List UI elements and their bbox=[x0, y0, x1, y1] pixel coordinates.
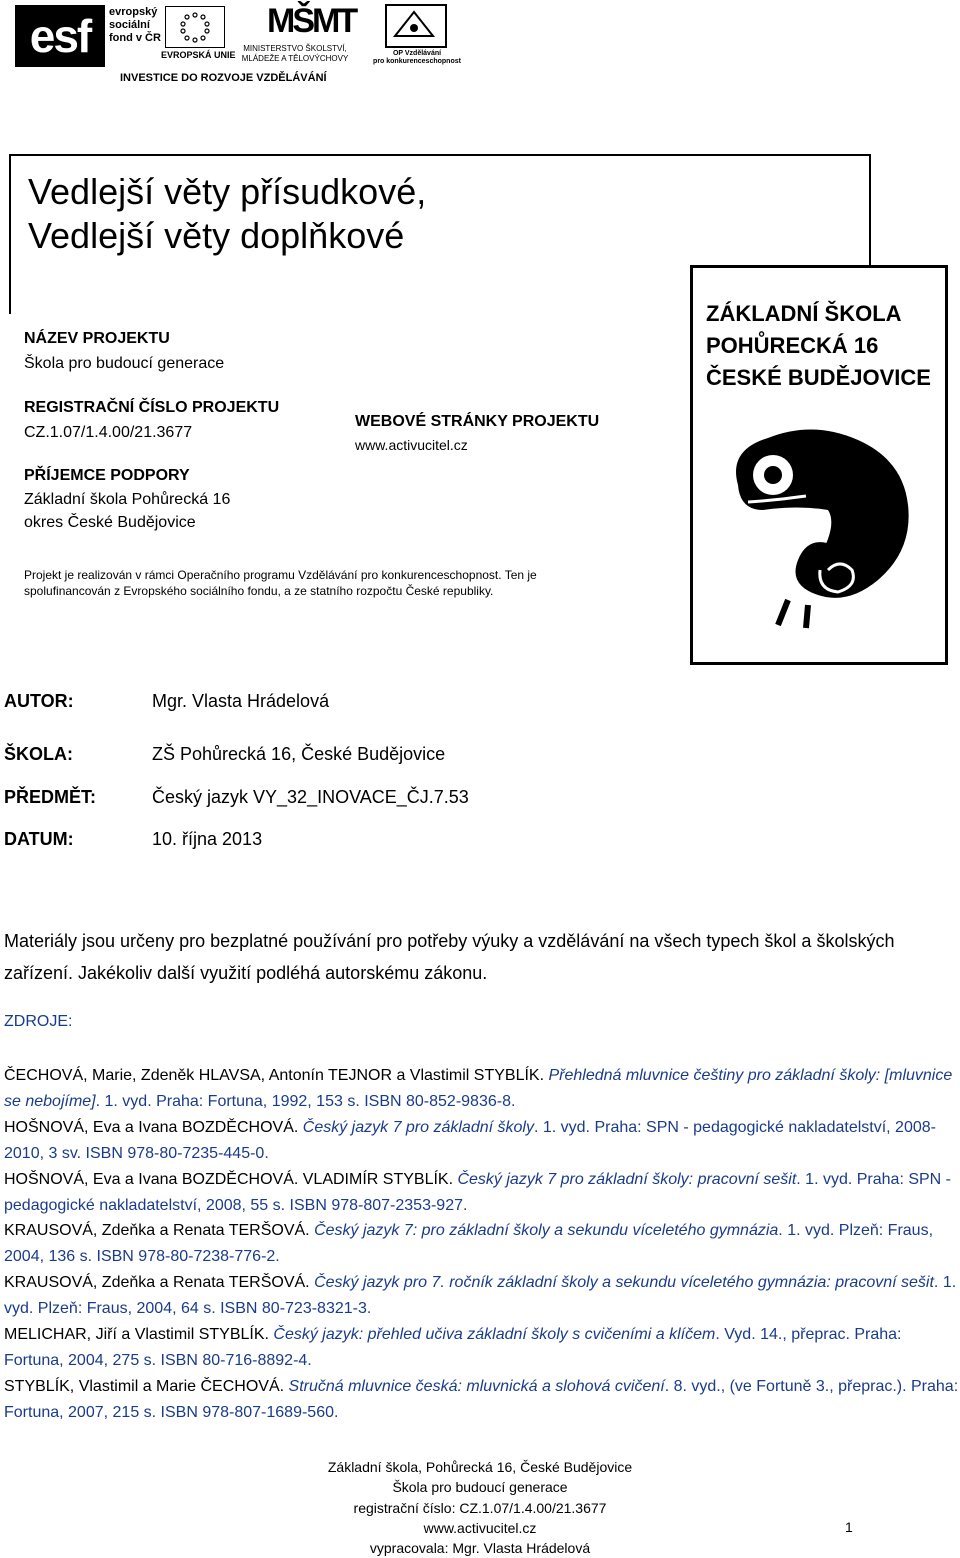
esf-logo-text: evropský sociální fond v ČR bbox=[109, 6, 161, 44]
project-reg-label: REGISTRAČNÍ ČÍSLO PROJEKTU bbox=[24, 399, 280, 416]
date-value: 10. října 2013 bbox=[152, 829, 263, 849]
eu-flag-icon bbox=[165, 6, 225, 48]
usage-paragraph: Materiály jsou určeny pro bezplatné používání pro potřeby výuky a vzdělávání na všech typech škol a školských zařízení. Jakékoliv další využití podléhá autorskému zákonu. bbox=[4, 931, 895, 983]
author-label: AUTOR: bbox=[4, 691, 74, 711]
reference-item: HOŠNOVÁ, Eva a Ivana BOZDĚCHOVÁ. Český jazyk 7 pro základní školy. 1. vyd. Praha: SPN - pedagogické nakladatelství, 2008-2010, 3 sv. ISBN 978-80-7235-445-0. bbox=[4, 1118, 936, 1162]
references-list bbox=[4, 1063, 959, 1426]
title-frame-left-edge bbox=[9, 154, 11, 314]
recipient-label: PŘÍJEMCE PODPORY bbox=[24, 467, 190, 484]
project-name-label: NÁZEV PROJEKTU bbox=[24, 330, 170, 347]
school-name: ZÁKLADNÍ ŠKOLA POHŮRECKÁ 16 ČESKÉ BUDĚJOVICE bbox=[706, 301, 931, 390]
reference-item: KRAUSOVÁ, Zdeňka a Renata TERŠOVÁ. Český jazyk pro 7. ročník základní školy a sekundu víceletého gymnázia: pracovní sešit. 1. vyd. Plzeň: Fraus, 2004, 64 s. ISBN 80-723-8321-3. bbox=[4, 1274, 957, 1318]
investice-label: INVESTICE DO ROZVOJE VZDĚLÁVÁNÍ bbox=[120, 72, 327, 84]
subject-value: Český jazyk VY_32_INOVACE_ČJ.7.53 bbox=[152, 787, 469, 807]
web-value[interactable]: www.activucitel.cz bbox=[355, 437, 468, 453]
op-label: OP Vzdělávání pro konkurenceschopnost bbox=[373, 50, 461, 65]
chameleon-icon bbox=[718, 410, 928, 635]
project-name-value: Škola pro budoucí generace bbox=[24, 355, 225, 372]
recipient-line1: Základní škola Pohůrecká 16 bbox=[24, 491, 231, 508]
reference-item: HOŠNOVÁ, Eva a Ivana BOZDĚCHOVÁ. VLADIMÍR STYBLÍK. Český jazyk 7 pro základní školy: pracovní sešit. 1. vyd. Praha: SPN - pedagogické nakladatelství, 2008, 55 s. ISBN 978-807-2353-927. bbox=[4, 1170, 952, 1214]
msmt-label: MINISTERSTVO ŠKOLSTVÍ, MLÁDEŽE A TĚLOVÝCHOVY bbox=[241, 44, 349, 63]
date-label: DATUM: bbox=[4, 829, 74, 849]
document-title: Vedlejší věty přísudkové, Vedlejší věty doplňkové bbox=[28, 171, 427, 256]
recipient-line2: okres České Budějovice bbox=[24, 514, 196, 531]
web-label: WEBOVÉ STRÁNKY PROJEKTU bbox=[355, 413, 600, 430]
sources-label: ZDROJE: bbox=[4, 1013, 73, 1030]
author-value: Mgr. Vlasta Hrádelová bbox=[152, 691, 330, 711]
eu-label: EVROPSKÁ UNIE bbox=[161, 50, 236, 60]
project-reg-value: CZ.1.07/1.4.00/21.3677 bbox=[24, 424, 193, 441]
reference-item: MELICHAR, Jiří a Vlastimil STYBLÍK. Český jazyk: přehled učiva základní školy s cvičeními a klíčem. Vyd. 14., přeprac. Praha: Fortuna, 2004, 275 s. ISBN 80-716-8892-4. bbox=[4, 1326, 902, 1369]
page-number: 1 bbox=[845, 1519, 853, 1535]
esf-logo: esf bbox=[15, 5, 105, 67]
op-logo-icon bbox=[385, 4, 447, 48]
footer-website-link[interactable]: www.activucitel.cz bbox=[423, 1519, 537, 1536]
logo-strip bbox=[15, 0, 465, 95]
reference-item: KRAUSOVÁ, Zdeňka a Renata TERŠOVÁ. Český jazyk 7: pro základní školy a sekundu víceletého gymnázia. 1. vyd. Plzeň: Fraus, 2004, 136 s. ISBN 978-80-7238-776-2. bbox=[4, 1222, 934, 1266]
project-note: Projekt je realizován v rámci Operačního programu Vzdělávání pro konkurenceschopnost. Ten je spolufinancován z Evropského sociálního fondu, a ze statního rozpočtu České republiky. bbox=[24, 568, 537, 598]
school-value: ZŠ Pohůrecká 16, České Budějovice bbox=[152, 744, 446, 764]
page-footer: Základní škola, Pohůrecká 16, České Budějovice Škola pro budoucí generace registrační číslo: CZ.1.07/1.4.00/21.3677 www.activucitel.cz vypracovala: Mgr. Vlasta Hrádelová bbox=[300, 1457, 660, 1558]
school-label: ŠKOLA: bbox=[4, 744, 73, 764]
reference-item: ČECHOVÁ, Marie, Zdeněk HLAVSA, Antonín TEJNOR a Vlastimil STYBLÍK. Přehledná mluvnice češtiny pro základní školy: [mluvnice se nebojíme]. 1. vyd. Praha: Fortuna, 1992, 153 s. ISBN 80-852-9836-8. bbox=[4, 1067, 953, 1110]
reference-item: STYBLÍK, Vlastimil a Marie ČECHOVÁ. Stručná mluvnice česká: mluvnická a slohová cvičení. 8. vyd., (ve Fortuně 3., přeprac.). Praha: Fortuna, 2007, 215 s. ISBN 978-807-1689-560. bbox=[4, 1377, 959, 1421]
subject-label: PŘEDMĚT: bbox=[4, 787, 97, 807]
msmt-logo: MŠMT bbox=[267, 2, 356, 40]
